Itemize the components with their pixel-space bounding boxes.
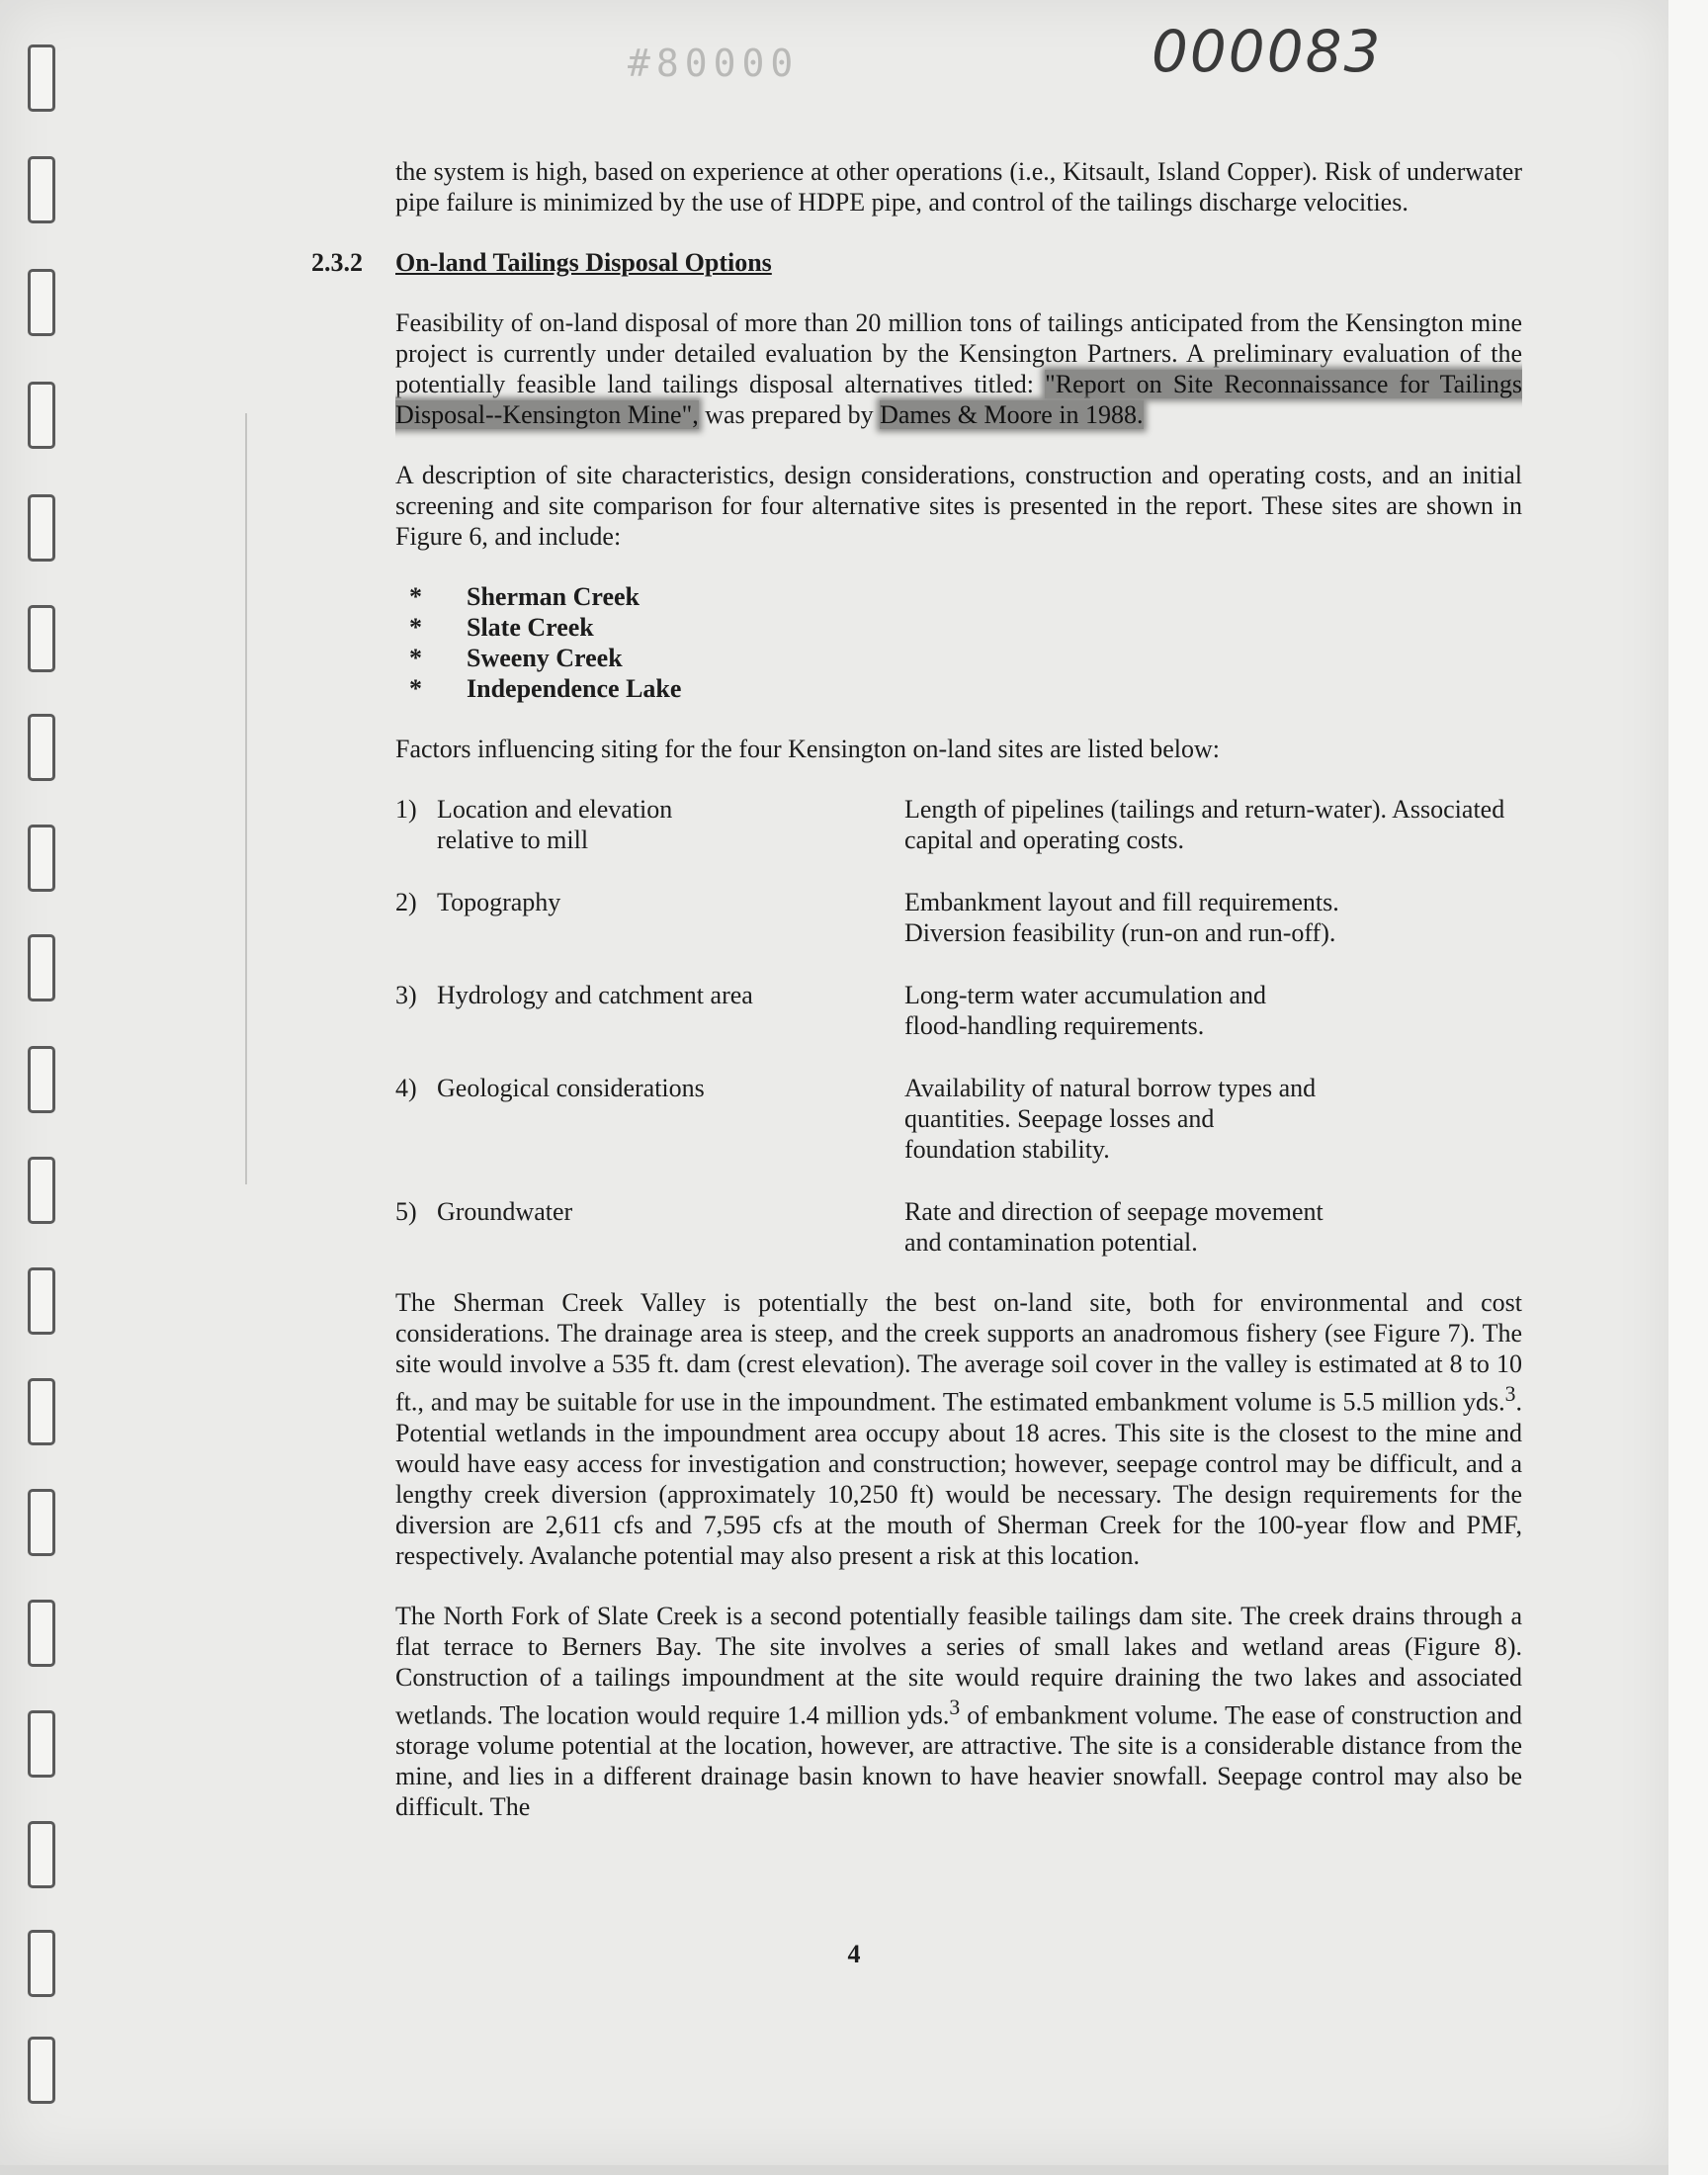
highlighted-report-title: "Report on Site Reconnaissance for Tailings Disposal--Kensington Mine", (395, 370, 1523, 429)
punch-hole (28, 1267, 55, 1335)
punch-hole (28, 1046, 55, 1113)
highlighted-author: Dames & Moore in 1988. (880, 400, 1144, 429)
factor-number: 5) (395, 1197, 417, 1226)
factor-label: Topography (437, 888, 561, 916)
bullet-icon: * (409, 674, 422, 703)
feasibility-text: Feasibility of on-land disposal of more than 20 million tons of tailings anticipated from the Kensington mine project is currently under detailed evaluation by the Kensington Partners. A preliminary evaluation of the potentially feasible land tailings disposal alternatives titled: (395, 308, 1522, 398)
factor-description: Rate and direction of seepage movement and contamination potential. (904, 1197, 1324, 1257)
factor-label: Groundwater (437, 1197, 573, 1226)
feasibility-text-middle: was prepared by (698, 400, 881, 429)
sherman-paragraph (395, 1287, 1522, 1571)
sherman-text: The Sherman Creek Valley is potentially the best on-land site, both for environmental and cost considerations. The drainage area is steep, and the creek supports an anadromous fishery (see Figure 7). The site would involve a 535 ft. dam (crest elevation). The average soil cover in the valley is estimated at 8 to 10 ft., and may be suitable for use in the impoundment. The estimated embankment volume is 5.5 million yds. (395, 1288, 1522, 1417)
superscript: 3 (1504, 1382, 1516, 1406)
factor-row (395, 794, 1522, 855)
factor-row (395, 1196, 1522, 1258)
punch-hole (28, 825, 55, 892)
document-body (311, 156, 1523, 1822)
punch-hole (28, 494, 55, 562)
factor-label: Location and elevation relative to mill (437, 795, 673, 854)
sites-list (395, 581, 1522, 704)
punch-hole (28, 934, 55, 1001)
punch-hole (28, 1489, 55, 1556)
feasibility-paragraph (395, 307, 1522, 430)
margin-rule (245, 413, 247, 1184)
intro-paragraph: the system is high, based on experience at other operations (i.e., Kitsault, Island Copper). Risk of underwater pipe failure is minimized by the use of HDPE pipe, and control of the tailings discharge velocities. (395, 157, 1522, 217)
page-edge (1668, 0, 1708, 2175)
punch-hole (28, 1821, 55, 1888)
factor-description: Length of pipelines (tailings and return-water). Associated capital and operating costs. (904, 795, 1505, 854)
punch-hole (28, 382, 55, 449)
list-item: * Slate Creek (409, 613, 594, 642)
punch-hole (28, 1600, 55, 1667)
punch-hole (28, 44, 55, 112)
factor-description: Embankment layout and fill requirements. Diversion feasibility (run-on and run-off). (904, 888, 1339, 947)
slate-paragraph (395, 1601, 1522, 1823)
bullet-icon: * (409, 613, 422, 642)
handwritten-page-number: 000083 (1152, 18, 1383, 85)
list-item: * Sherman Creek (409, 582, 640, 611)
description-paragraph: A description of site characteristics, design considerations, construction and operating costs, and an initial screening and site comparison for four alternative sites is presented in the report. These sites are shown in Figure 6, and include: (395, 461, 1522, 551)
punch-hole (28, 1378, 55, 1445)
factors-table (395, 794, 1522, 1258)
bullet-icon: * (409, 644, 422, 672)
section-number: 2.3.2 (311, 248, 363, 277)
section-title: On-land Tailings Disposal Options (395, 248, 772, 277)
factor-label: Geological considerations (437, 1074, 705, 1102)
factors-intro: Factors influencing siting for the four Kensington on-land sites are listed below: (395, 735, 1220, 763)
factor-row (395, 887, 1522, 948)
list-item: * Independence Lake (409, 674, 682, 703)
factor-row (395, 1073, 1522, 1165)
factor-number: 4) (395, 1074, 417, 1102)
sherman-text-cont: . Potential wetlands in the impoundment area occupy about 18 acres. This site is the closest to the mine and would have easy access for investigation and construction; however, seepage control may be difficult, and a lengthy creek diversion (approximately 10,250 ft) would be necessary. The design requirements for the diversion are 2,611 cfs and 7,595 cfs at the mouth of Sherman Creek for the 100-year flow and PMF, respectively. Avalanche potential may also present a risk at this location. (395, 1387, 1522, 1570)
factor-number: 2) (395, 888, 417, 916)
slate-text-cont: of embankment volume. The ease of construction and storage volume potential at the location, however, are attractive. The site is a considerable distance from the mine, and lies in a different drainage basin known to have heavier snowfall. Seepage control may also be difficult. The (395, 1700, 1522, 1822)
page-number: 4 (847, 1940, 861, 1968)
punch-hole (28, 269, 55, 336)
factor-number: 3) (395, 981, 417, 1009)
punch-hole (28, 714, 55, 781)
factor-description: Long-term water accumulation and flood-handling requirements. (904, 981, 1267, 1040)
list-item: * Sweeny Creek (409, 644, 623, 672)
factor-description: Availability of natural borrow types and quantities. Seepage losses and foundation stability. (904, 1074, 1317, 1164)
section-heading (311, 247, 1522, 278)
punch-hole (28, 2037, 55, 2104)
punch-hole (28, 605, 55, 672)
factor-row (395, 980, 1522, 1041)
faded-stamp: #80000 (628, 42, 800, 85)
factor-number: 1) (395, 795, 417, 824)
factor-label: Hydrology and catchment area (437, 981, 753, 1009)
superscript: 3 (949, 1695, 961, 1719)
punch-hole (28, 1710, 55, 1778)
slate-text: The North Fork of Slate Creek is a second potentially feasible tailings dam site. The creek drains through a flat terrace to Berners Bay. The site involves a series of small lakes and wetland areas (Figure 8). Construction of a tailings impoundment at the site would require draining the two lakes and associated wetlands. The location would require 1.4 million yds. (395, 1601, 1522, 1730)
bullet-icon: * (409, 582, 422, 611)
punch-hole (28, 1157, 55, 1224)
punch-hole (28, 156, 55, 223)
